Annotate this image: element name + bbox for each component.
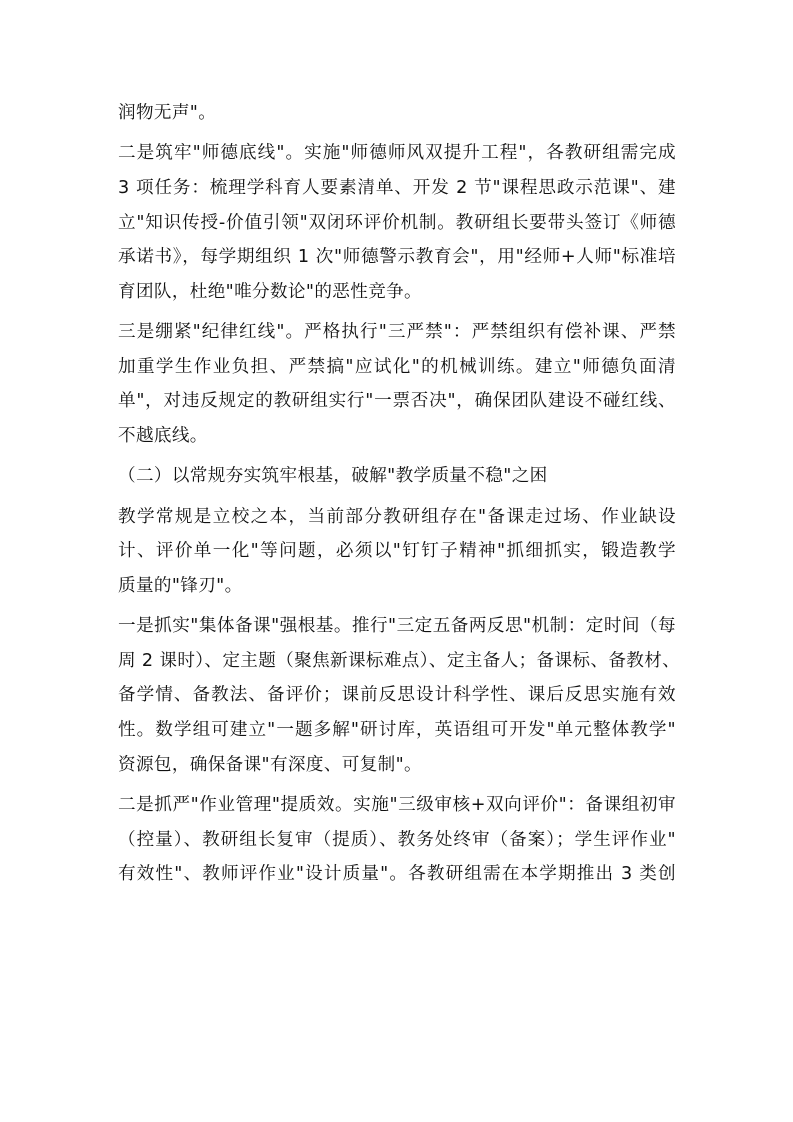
text-line: 立"知识传授-价值引领"双闭环评价机制。教研组长要带头签订《师德 [118, 212, 676, 233]
paragraph [118, 136, 676, 309]
text-line: 承诺书》，每学期组织 1 次"师德警示教育会"，用"经师+人师"标准培 [118, 247, 676, 268]
text-line: 周 2 课时）、定主题（聚焦新课标难点）、定主备人；备课标、备教材、 [118, 650, 681, 671]
text-line: （二）以常规夯实筑牢根基，破解"教学质量不稳"之困 [118, 466, 548, 487]
text-line: 一是抓实"集体备课"强根基。推行"三定五备两反思"机制：定时间（每 [118, 616, 676, 637]
text-line: 二是抓严"作业管理"提质效。实施"三级审核+双向评价"：备课组初审 [118, 795, 676, 816]
text-line: 有效性"、教师评作业"设计质量"。各教研组需在本学期推出 3 类创 [118, 864, 676, 885]
text-line: 资源包，确保备课"有深度、可复制"。 [118, 754, 422, 775]
text-line: 加重学生作业负担、严禁搞"应试化"的机械训练。建立"师德负面清 [118, 356, 676, 377]
paragraph [118, 788, 676, 892]
paragraph [118, 315, 676, 453]
text-line: 二是筑牢"师德底线"。实施"师德师风双提升工程"，各教研组需完成 [118, 143, 676, 164]
section-heading [118, 459, 676, 494]
text-line: 质量的"锋刃"。 [118, 575, 243, 596]
text-line: （控量）、教研组长复审（提质）、教务处终审（备案）；学生评作业" [118, 829, 676, 850]
text-line: 计、评价单一化"等问题，必须以"钉钉子精神"抓细抓实，锻造教学 [118, 541, 676, 562]
text-line: 润物无声"。 [118, 103, 217, 123]
document-body [118, 96, 681, 898]
text-line: 单"，对违反规定的教研组实行"一票否决"，确保团队建设不碰红线、 [118, 391, 676, 412]
text-line: 不越底线。 [118, 425, 208, 446]
text-line: 教学常规是立校之本，当前部分教研组存在"备课走过场、作业缺设 [118, 506, 676, 527]
paragraph [118, 500, 676, 604]
text-line: 备学情、备教法、备评价；课前反思设计科学性、课后反思实施有效 [118, 685, 676, 706]
text-line: 三是绷紧"纪律红线"。严格执行"三严禁"：严禁组织有偿补课、严禁 [118, 322, 676, 343]
paragraph [118, 609, 681, 782]
text-line: 性。数学组可建立"一题多解"研讨库，英语组可开发"单元整体教学" [118, 720, 676, 741]
paragraph [118, 96, 676, 131]
text-line: 3 项任务：梳理学科育人要素清单、开发 2 节"课程思政示范课"、建 [118, 177, 676, 198]
text-line: 育团队，杜绝"唯分数论"的恶性竞争。 [118, 281, 422, 302]
